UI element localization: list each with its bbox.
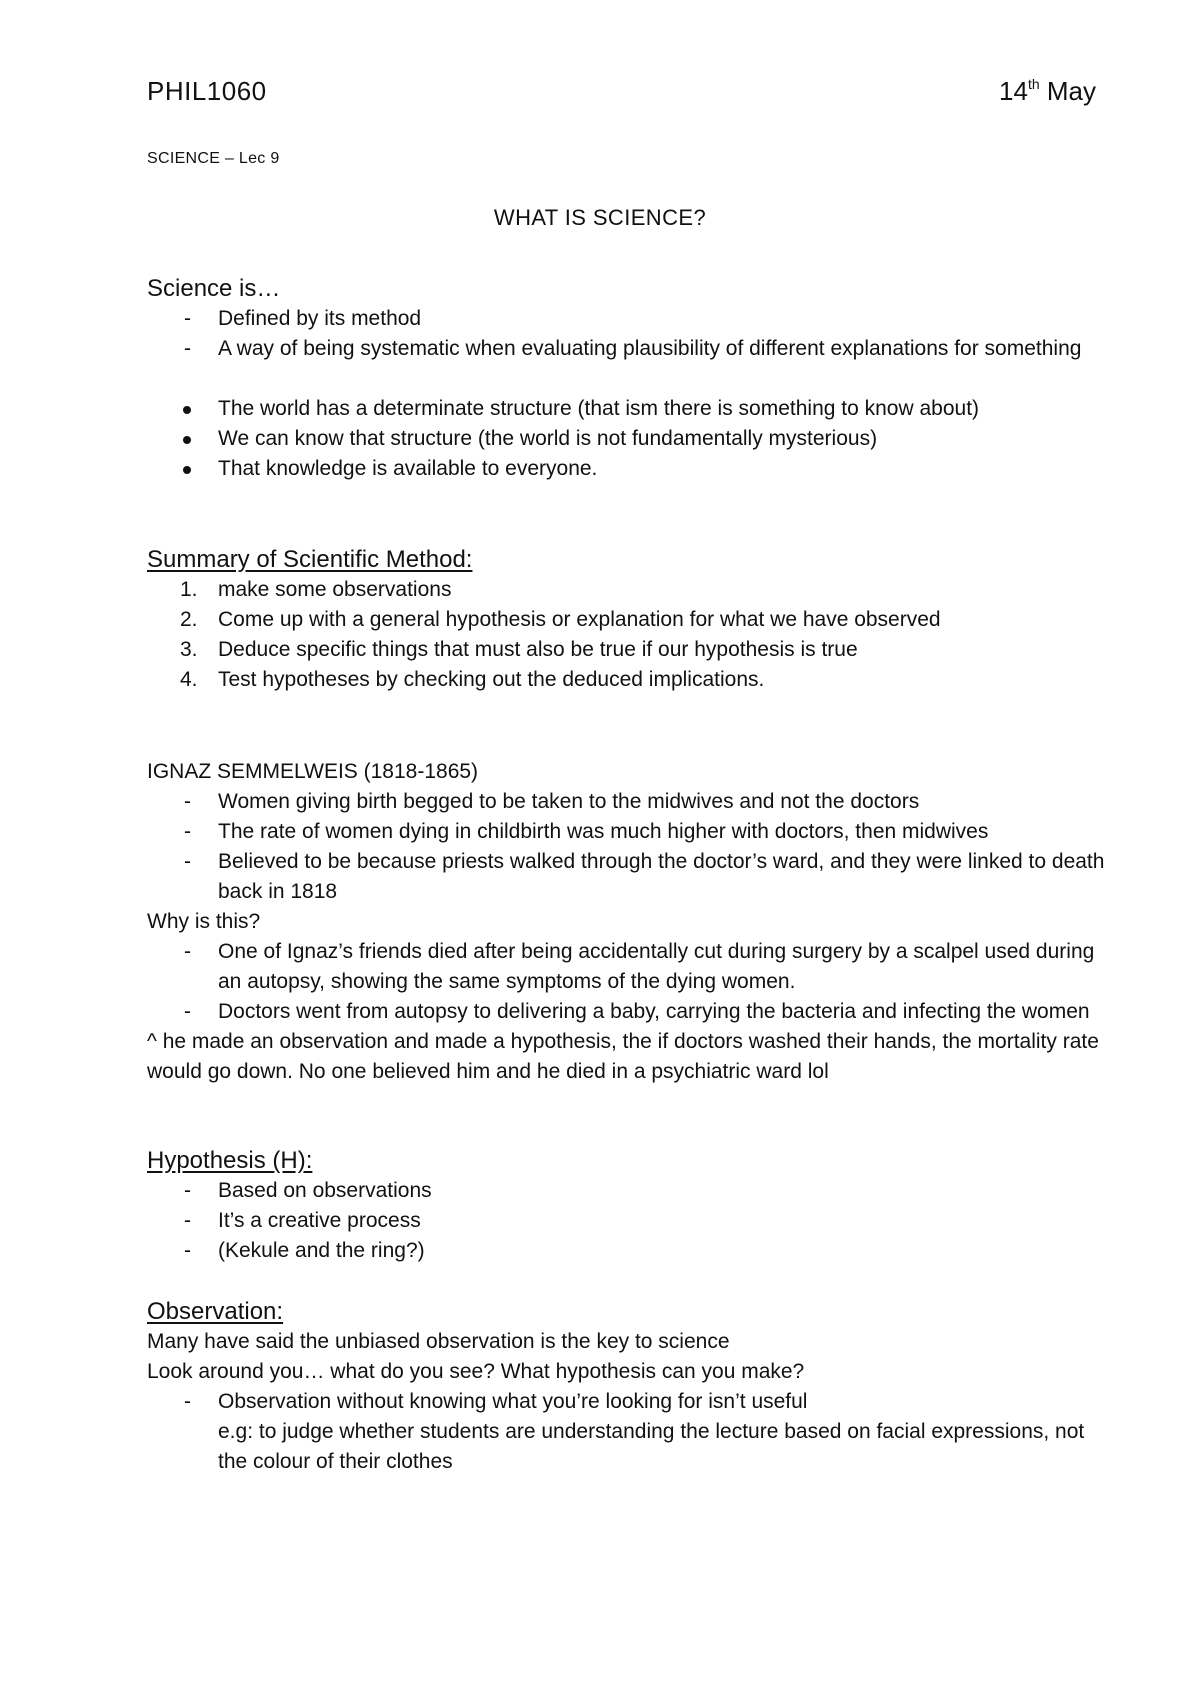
dash-marker: - <box>184 940 191 963</box>
semmelweis-list <box>147 787 1107 907</box>
list-item: - Based on observations <box>147 1176 1107 1206</box>
dash-marker: - <box>184 1390 191 1413</box>
list-item: 2. Come up with a general hypothesis or explanation for what we have observed <box>147 605 1107 635</box>
date-day: 14 <box>999 76 1028 106</box>
science-is-heading: Science is… <box>147 275 281 302</box>
date-month: May <box>1046 76 1096 106</box>
list-item: - The rate of women dying in childbirth was much higher with doctors, then midwives <box>147 817 1107 847</box>
step-number: 2. <box>180 608 198 631</box>
hypothesis-section <box>147 1146 1107 1266</box>
dash-marker: - <box>184 820 191 843</box>
dash-marker: - <box>184 1239 191 1262</box>
list-item: 4. Test hypotheses by checking out the deduced implications. <box>147 665 1107 695</box>
dash-marker: - <box>184 790 191 813</box>
why-list <box>147 937 1107 1027</box>
science-assumptions-list <box>147 394 1107 484</box>
why-label: Why is this? <box>147 910 261 933</box>
step-number: 1. <box>180 578 198 601</box>
hypothesis-list <box>147 1176 1107 1266</box>
list-item: - A way of being systematic when evaluating plausibility of different explanations for something <box>147 334 1107 364</box>
bullet-marker <box>183 436 191 444</box>
list-item: That knowledge is available to everyone. <box>147 454 1107 484</box>
step-number: 3. <box>180 638 198 661</box>
list-item: The world has a determinate structure (that ism there is something to know about) <box>147 394 1107 424</box>
semmelweis-heading: IGNAZ SEMMELWEIS (1818-1865) <box>147 760 479 783</box>
semmelweis-section <box>147 757 1107 1087</box>
list-item: 1. make some observations <box>147 575 1107 605</box>
course-code: PHIL1060 <box>147 76 267 106</box>
science-is-list <box>147 304 1107 364</box>
method-steps-list <box>147 575 1107 695</box>
method-section <box>147 545 1107 695</box>
list-item: - Women giving birth begged to be taken to the midwives and not the doctors <box>147 787 1107 817</box>
dash-marker: - <box>184 1209 191 1232</box>
observation-line: Look around you… what do you see? What hypothesis can you make? <box>147 1360 805 1383</box>
list-item: We can know that structure (the world is not fundamentally mysterious) <box>147 424 1107 454</box>
list-item: - Defined by its method <box>147 304 1107 334</box>
page-title: WHAT IS SCIENCE? <box>493 205 707 230</box>
list-item: - One of Ignaz’s friends died after being accidentally cut during surgery by a scalpel used during an autopsy, showing the same symptoms of the dying women. <box>147 937 1107 997</box>
list-item: - Observation without knowing what you’re looking for isn’t useful e.g: to judge whether students are understanding the lecture based on facial expressions, not the colour of their clothes <box>147 1387 1107 1477</box>
date-suffix: th <box>1027 76 1040 92</box>
list-item: - Believed to be because priests walked through the doctor’s ward, and they were linked to death back in 1818 <box>147 847 1107 907</box>
observation-list <box>147 1387 1107 1477</box>
list-item: - (Kekule and the ring?) <box>147 1236 1107 1266</box>
lecture-date <box>999 76 1096 107</box>
observation-line: Many have said the unbiased observation is the key to science <box>147 1330 730 1353</box>
step-number: 4. <box>180 668 198 691</box>
bullet-marker <box>183 406 191 414</box>
list-item: - It’s a creative process <box>147 1206 1107 1236</box>
observation-example: e.g: to judge whether students are understanding the lecture based on facial expressions, not the colour of their clothes <box>218 1420 1085 1473</box>
lecture-subtitle: SCIENCE – Lec 9 <box>147 150 280 167</box>
hypothesis-heading: Hypothesis (H): <box>147 1147 313 1174</box>
bullet-marker <box>183 466 191 474</box>
science-is-section <box>147 274 1107 484</box>
list-item: 3. Deduce specific things that must also be true if our hypothesis is true <box>147 635 1107 665</box>
dash-marker: - <box>184 850 191 873</box>
list-item: - Doctors went from autopsy to delivering a baby, carrying the bacteria and infecting the women <box>147 997 1107 1027</box>
semmelweis-conclusion: ^ he made an observation and made a hypothesis, the if doctors washed their hands, the mortality rate would go down. No one believed him and he died in a psychiatric ward lol <box>147 1030 1099 1083</box>
observation-section <box>147 1297 1107 1477</box>
method-heading: Summary of Scientific Method: <box>147 546 473 573</box>
observation-heading: Observation: <box>147 1298 284 1325</box>
dash-marker: - <box>184 337 191 360</box>
dash-marker: - <box>184 1000 191 1023</box>
dash-marker: - <box>184 1179 191 1202</box>
dash-marker: - <box>184 307 191 330</box>
